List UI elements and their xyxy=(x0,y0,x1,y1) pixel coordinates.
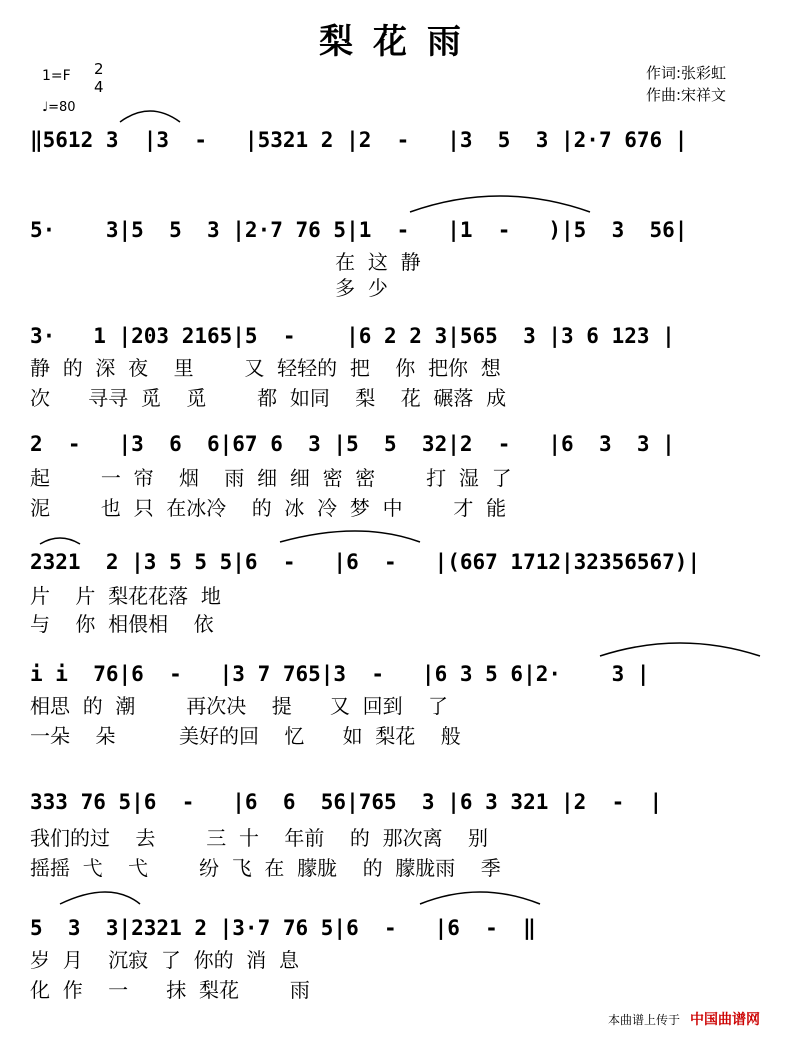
notation-line: 2 - |3 6 6|67 6 3 |5 5 32|2 - |6 3 3 | xyxy=(30,432,675,456)
key-signature: 1=F xyxy=(42,68,71,84)
site-logo: 中国曲谱网 xyxy=(690,1012,760,1028)
notation-line: 2321 2 |3 5 5 5|6 - |6 - |(667 1712|32356567)| xyxy=(30,550,701,574)
notation-line: 5 3 3|2321 2 |3·7 76 5|6 - |6 - ‖ xyxy=(30,916,536,940)
composer-credit: 作曲:宋祥文 xyxy=(646,86,727,104)
lyrics-verse-1: 片 片 梨花花落 地 xyxy=(30,584,221,608)
notation-line: 3· 1 |203 2165|5 - |6 2 2 3|565 3 |3 6 123 | xyxy=(30,324,675,348)
lyrics-verse-1: 相思 的 潮 再次决 提 又 回到 了 xyxy=(30,694,449,718)
lyrics-verse-1: 在 这 静 xyxy=(30,250,421,274)
notation-line: ‖5612 3 |3 - |5321 2 |2 - |3 5 3 |2·7 676 | xyxy=(30,128,688,152)
notation-line: 333 76 5|6 - |6 6 56|765 3 |6 3 321 |2 - | xyxy=(30,790,663,814)
lyrics-verse-2: 与 你 相偎相 依 xyxy=(30,612,214,636)
lyrics-verse-2: 化 作 一 抹 梨花 雨 xyxy=(30,978,310,1002)
lyrics-verse-2: 摇摇 弋 弋 纷 飞 在 朦胧 的 朦胧雨 季 xyxy=(30,856,501,880)
lyrics-verse-2: 次 寻寻 觅 觅 都 如同 梨 花 碾落 成 xyxy=(30,386,507,410)
notation-line: 5· 3|5 5 3 |2·7 76 5|1 - |1 - )|5 3 56| xyxy=(30,218,688,242)
page-title: 梨花雨 xyxy=(319,22,481,62)
lyrics-verse-2: 多 少 xyxy=(30,276,388,300)
lyrics-verse-1: 岁 月 沉寂 了 你的 消 息 xyxy=(30,948,300,972)
meter-bottom: 4 xyxy=(94,78,104,96)
lyricist-credit: 作词:张彩虹 xyxy=(646,64,727,82)
lyrics-verse-2: 泥 也 只 在冰冷 的 冰 冷 梦 中 才 能 xyxy=(30,496,507,520)
tempo-mark: ♩=80 xyxy=(42,100,76,115)
meter-top: 2 xyxy=(94,60,104,78)
lyrics-verse-1: 静 的 深 夜 里 又 轻轻的 把 你 把你 想 xyxy=(30,356,501,380)
lyrics-verse-1: 起 一 帘 烟 雨 细 细 密 密 打 湿 了 xyxy=(30,466,512,490)
footer-text: 本曲谱上传于 xyxy=(608,1013,681,1027)
notation-line: i i 76|6 - |3 7 765|3 - |6 3 5 6|2· 3 | xyxy=(30,662,650,686)
lyrics-verse-1: 我们的过 去 三 十 年前 的 那次离 别 xyxy=(30,826,489,850)
lyrics-verse-2: 一朵 朵 美好的回 忆 如 梨花 般 xyxy=(30,724,461,748)
